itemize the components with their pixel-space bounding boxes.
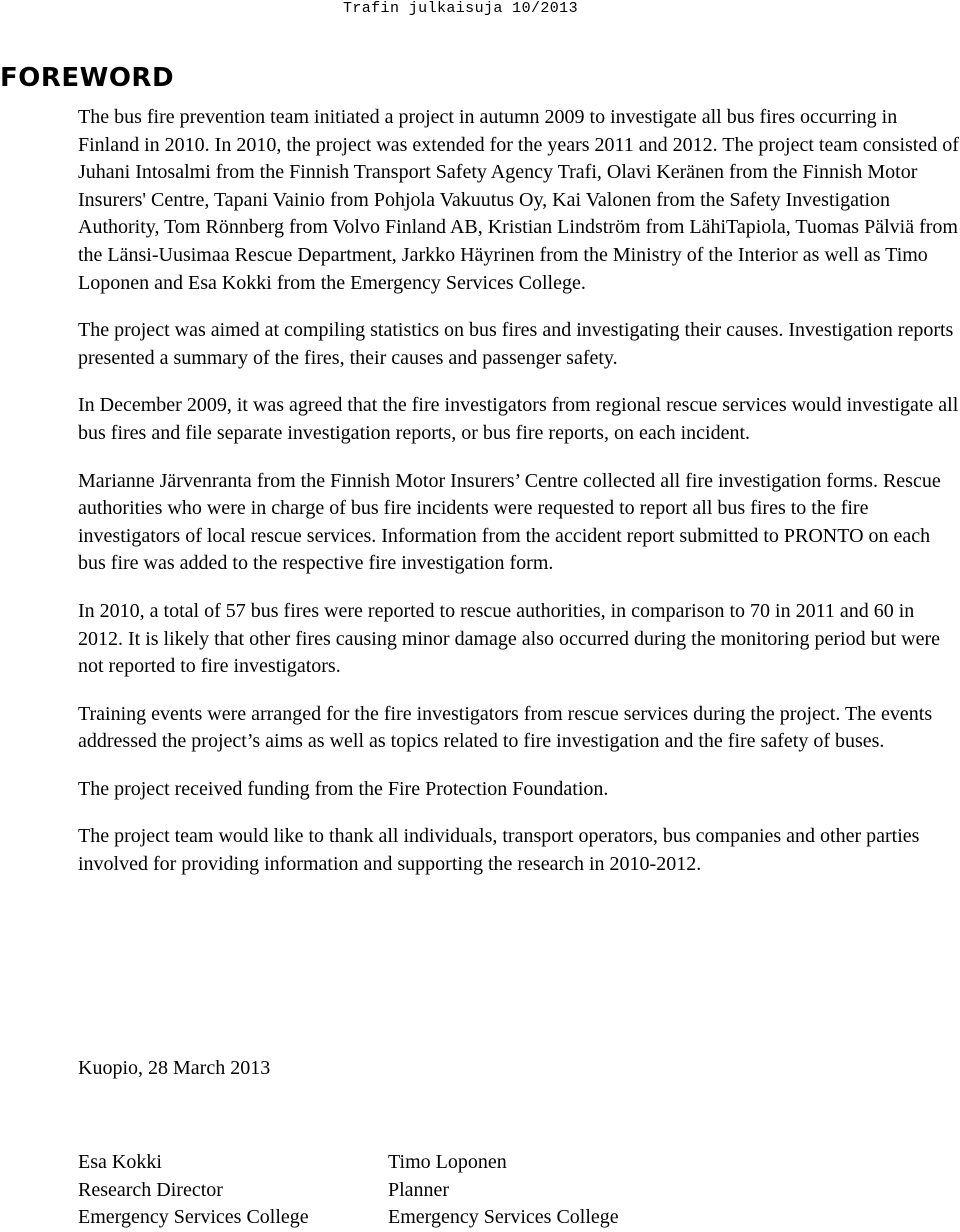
paragraph-training-events: Training events were arranged for the fire investigators from rescue services during the project. The events addressed the project’s aims as well as topics related to fire investigation and the fire safety of buses. xyxy=(78,702,933,753)
paragraph-project-team: The bus fire prevention team initiated a project in autumn 2009 to investigate all bus fires occurring in Finland in 2010. In 2010, the project was extended for the years 2011 and 2012. The project team consisted of Juhani Intosalmi from the Finnish Transport Safety Agency Trafi, Olavi Keränen from the Finnish Motor Insurers' Centre, Tapani Vainio from Pohjola Vakuutus Oy, Kai Valonen from the Safety Investigation Authority, Tom Rönnberg from Volvo Finland AB, Kristian Lindström from LähiTapiola, Tuomas Pälviä from the Länsi-Uusimaa Rescue Department, Jarkko Häyrinen from the Ministry of the Interior as well as Timo Loponen and Esa Kokki from the Emergency Services College. xyxy=(78,106,959,294)
page-title: FOREWORD xyxy=(0,63,175,93)
signatory-name: Timo Loponen xyxy=(388,1151,507,1173)
paragraph-project-aim: The project was aimed at compiling statistics on bus fires and investigating their causes. Investigation reports presented a summary of the fires, their causes and passenger safety. xyxy=(78,319,954,369)
paragraph-fire-statistics: In 2010, a total of 57 bus fires were reported to rescue authorities, in comparison to 70 in 2011 and 60 in 2012. It is likely that other fires causing minor damage also occurred during the monitoring period but were not reported to fire investigators. xyxy=(78,599,940,678)
signatory-title: Research Director xyxy=(78,1178,223,1201)
paragraph-funding: The project received funding from the Fire Protection Foundation. xyxy=(78,777,609,800)
signatory-organization: Emergency Services College xyxy=(388,1206,619,1229)
paragraph-investigation-agreement: In December 2009, it was agreed that the fire investigators from regional rescue services would investigate all bus fires and file separate investigation reports, or bus fire reports, on each incident. xyxy=(78,394,959,444)
place-and-date: Kuopio, 28 March 2013 xyxy=(78,1057,271,1079)
running-header: Trafin julkaisuja 10/2013 xyxy=(342,0,578,17)
paragraph-acknowledgements: The project team would like to thank all individuals, transport operators, bus companies and other parties involved for providing information and supporting the research in 2010-2012. xyxy=(78,825,920,876)
foreword-body xyxy=(78,104,960,899)
signature-block-esa-kokki xyxy=(78,1149,309,1232)
paragraph-form-collection: Marianne Järvenranta from the Finnish Motor Insurers’ Centre collected all fire investigation forms. Rescue authorities who were in charge of bus fire incidents were requested to report all bus fires to the fire investigators of local rescue services. Information from the accident report submitted to PRONTO on each bus fire was added to the respective fire investigation form. xyxy=(78,469,941,575)
signatory-organization: Emergency Services College xyxy=(78,1206,309,1229)
signatory-title: Planner xyxy=(388,1178,450,1201)
signature-block-timo-loponen xyxy=(388,1149,619,1232)
signatory-name: Esa Kokki xyxy=(78,1151,162,1173)
